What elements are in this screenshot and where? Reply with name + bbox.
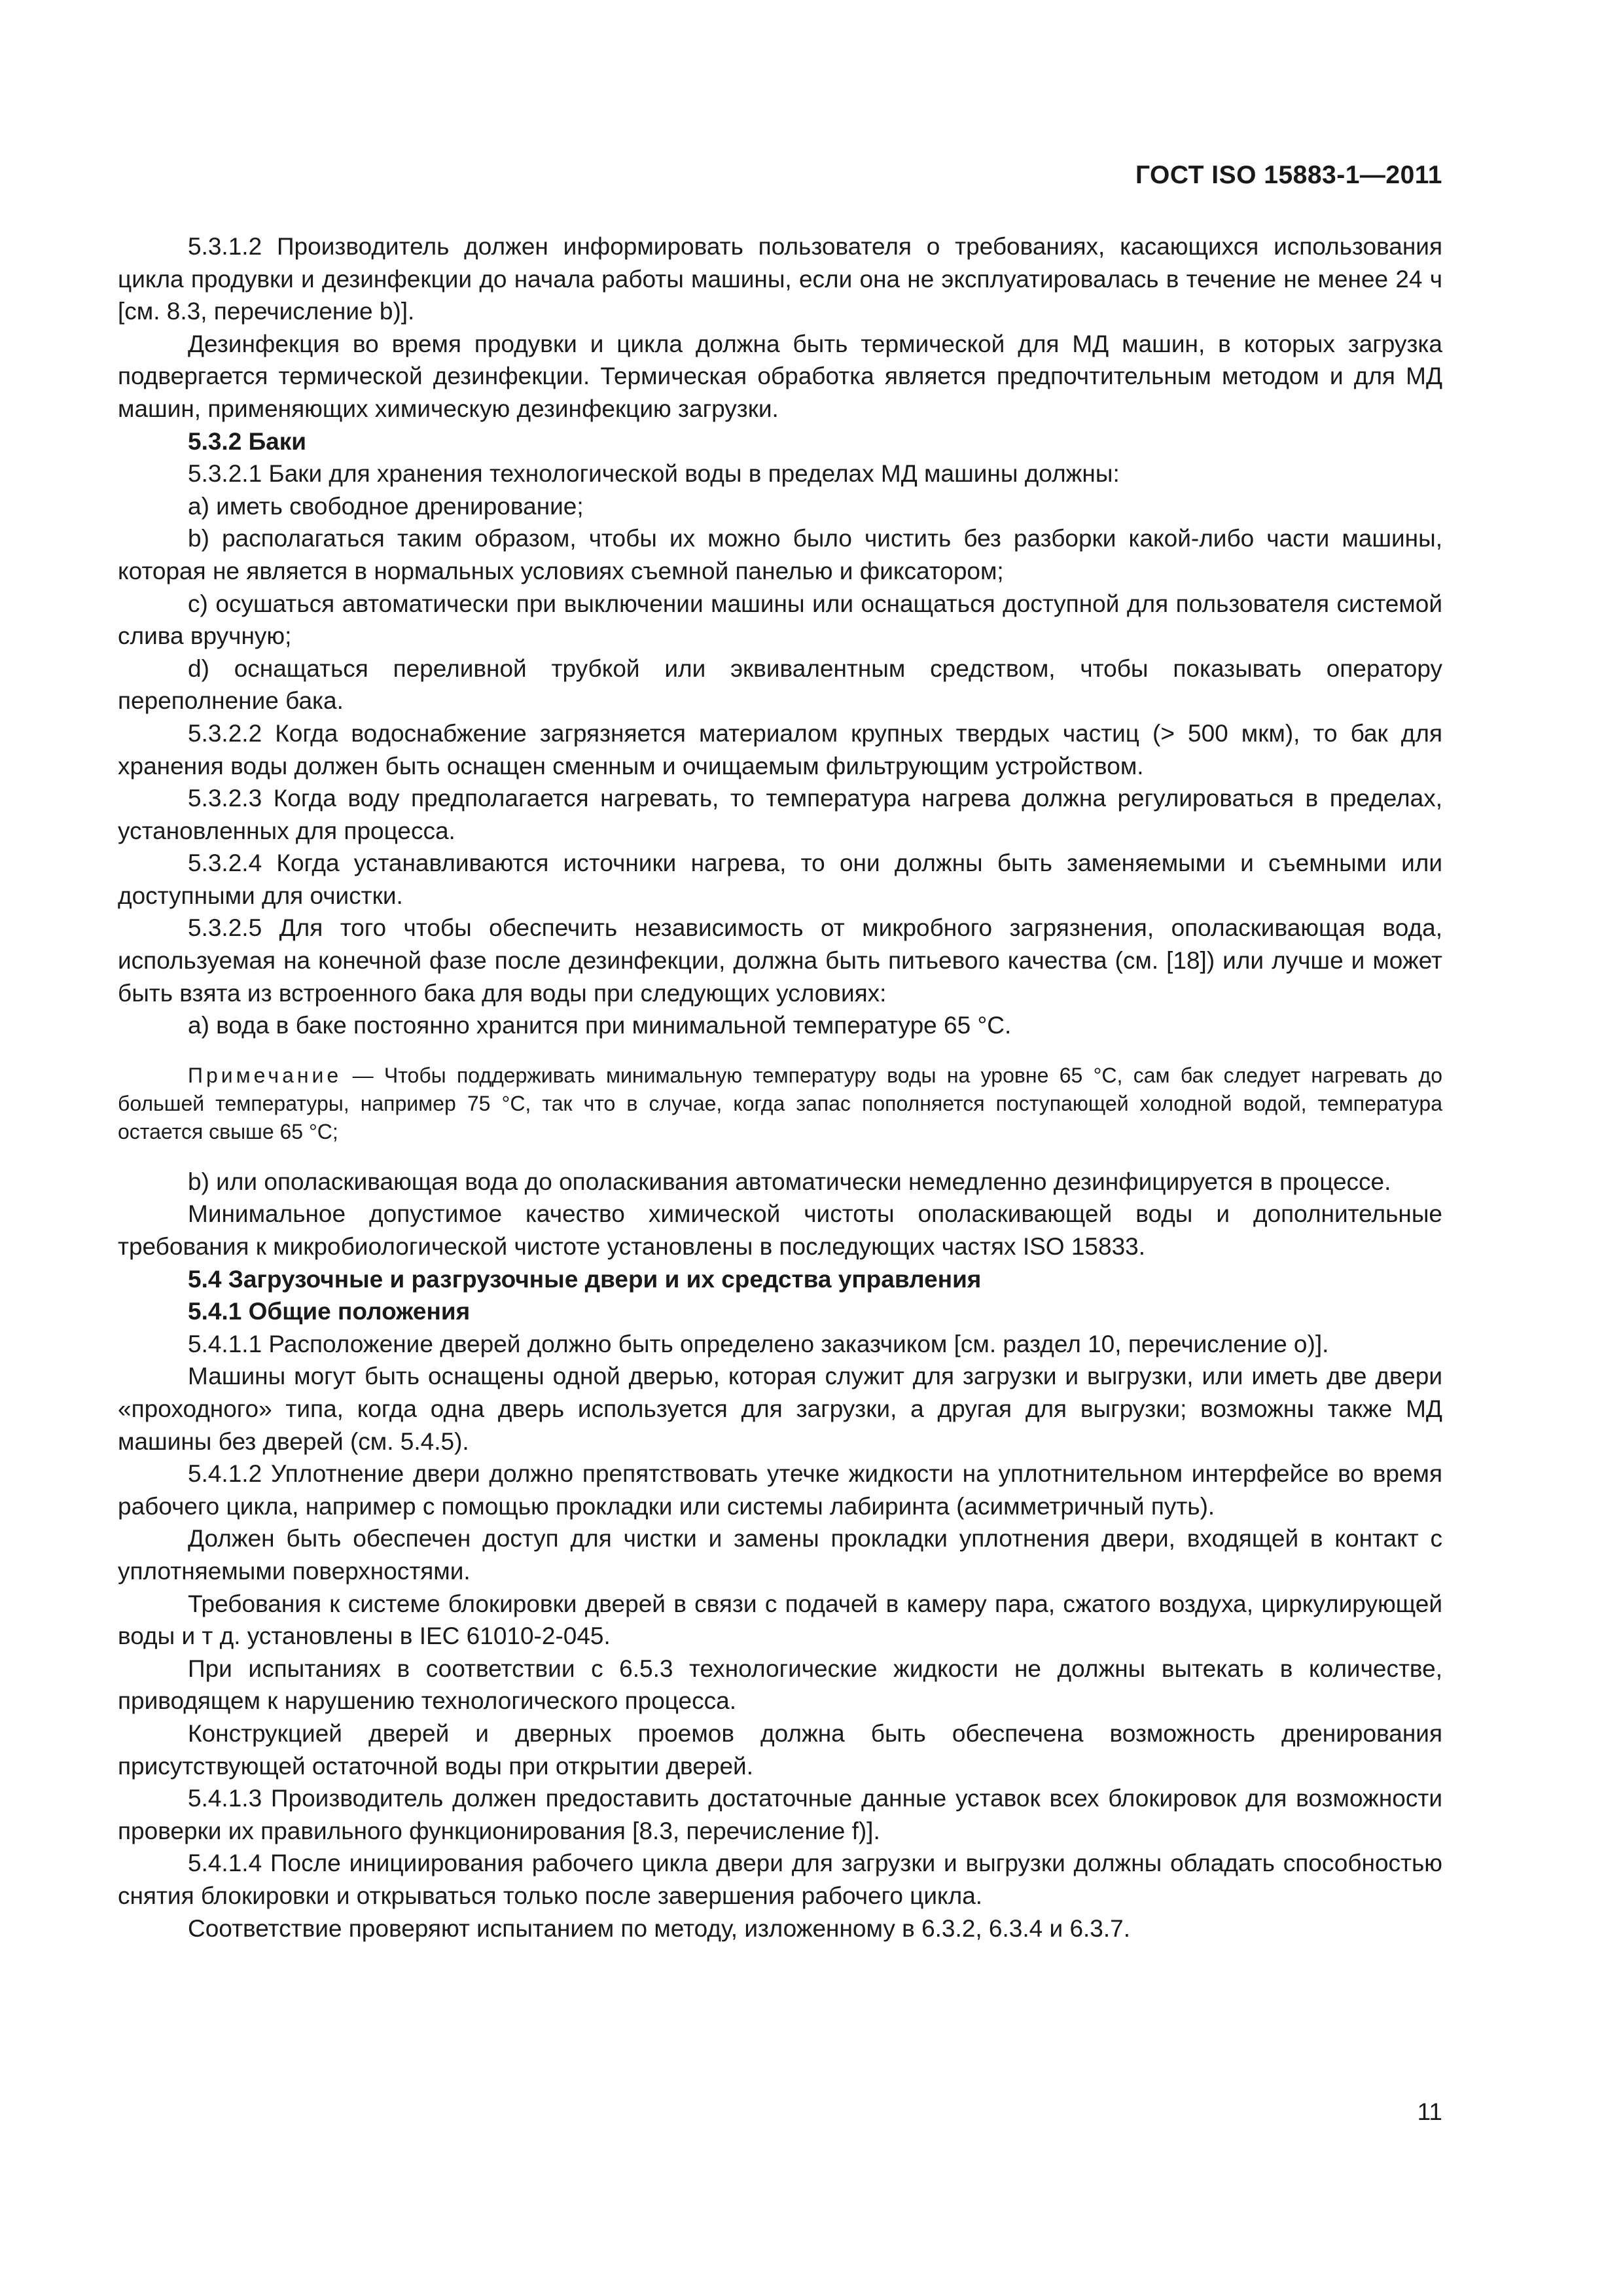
- paragraph-5-4-1-3: 5.4.1.3 Производитель должен предоставить достаточные данные уставок всех блокировок для возможности проверки их правильного функционирования [8.3, перечисление f)].: [118, 1785, 1442, 1844]
- document-body: [118, 230, 1442, 1945]
- paragraph-5-4-1-1: 5.4.1.1 Расположение дверей должно быть определено заказчиком [см. раздел 10, перечисление о)].: [188, 1330, 1329, 1357]
- paragraph-compliance: Соответствие проверяют испытанием по методу, изложенному в 6.3.2, 6.3.4 и 6.3.7.: [188, 1914, 1131, 1942]
- list-item-c: c) осушаться автоматически при выключении машины или оснащаться доступной для пользователя системой слива вручную;: [118, 590, 1442, 650]
- paragraph-interlock-requirements: Требования к системе блокировки дверей в связи с подачей в камеру пара, сжатого воздуха, циркулирующей воды и т д. установлены в IEC 61010-2-045.: [118, 1590, 1442, 1650]
- note-prefix: Примечание: [188, 1063, 342, 1087]
- document-code-header: ГОСТ ISO 15883-1—2011: [1135, 161, 1442, 189]
- paragraph-5-4-1-2: 5.4.1.2 Уплотнение двери должно препятствовать утечке жидкости на уплотнительном интерфейсе во время рабочего цикла, например с помощью прокладки или системы лабиринта (асимметричный путь).: [118, 1460, 1442, 1520]
- paragraph-rinse-water-quality: Минимальное допустимое качество химической чистоты ополаскивающей воды и дополнительные требования к микробиологической чистоте установлены в последующих частях ISO 15833.: [118, 1200, 1442, 1261]
- paragraph-drainage: Конструкцией дверей и дверных проемов должна быть обеспечена возможность дренирования присутствующей остаточной воды при открытии дверей.: [118, 1719, 1442, 1780]
- paragraph-5-3-2-2: 5.3.2.2 Когда водоснабжение загрязняется материалом крупных твердых частиц (> 500 мкм), то бак для хранения воды должен быть оснащен сменным и очищаемым фильтрующим устройством.: [118, 719, 1442, 780]
- paragraph-5-3-1-2: 5.3.1.2 Производитель должен информировать пользователя о требованиях, касающихся использования цикла продувки и дезинфекции до начала работы машины, если она не эксплуатировалась в течение не менее 24 ч [см. 8.3, перечисление b)].: [118, 233, 1442, 325]
- list-item-b: b) располагаться таким образом, чтобы их можно было чистить без разборки какой-либо части машины, которая не является в нормальных условиях съемной панелью и фиксатором;: [118, 525, 1442, 584]
- paragraph-thermal-disinfection: Дезинфекция во время продувки и цикла должна быть термической для МД машин, в которых загрузка подвергается термической дезинфекции. Термическая обработка является предпочтительным методом и для МД машин, применяющих химическую дезинфекцию загрузки.: [118, 330, 1442, 422]
- section-heading-5-4-1: 5.4.1 Общие положения: [188, 1298, 471, 1325]
- section-heading-5-3-2: 5.3.2 Баки: [188, 427, 307, 455]
- list-item-d: d) оснащаться переливной трубкой или эквивалентным средством, чтобы показывать оператору переполнение бака.: [118, 655, 1442, 715]
- page-number: 11: [1417, 2098, 1442, 2125]
- paragraph-5-4-1-4: 5.4.1.4 После инициирования рабочего цикла двери для загрузки и выгрузки должны обладать способностью снятия блокировки и открываться только после завершения рабочего цикла.: [118, 1850, 1442, 1909]
- paragraph-5-3-2-5: 5.3.2.5 Для того чтобы обеспечить независимость от микробного загрязнения, ополаскивающая вода, используемая на конечной фазе после дезинфекции, должна быть питьевого качества (см. [18]) или лучше и может быть взята из встроенного бака для воды при следующих условиях:: [118, 914, 1442, 1007]
- paragraph-gasket-access: Должен быть обеспечен доступ для чистки и замены прокладки уплотнения двери, входящей в контакт с уплотняемыми поверхностями.: [118, 1525, 1442, 1585]
- paragraph-5-3-2-4: 5.3.2.4 Когда устанавливаются источники нагрева, то они должны быть заменяемыми и съемными или доступными для очистки.: [118, 850, 1442, 909]
- paragraph-5-3-2-1: 5.3.2.1 Баки для хранения технологической воды в пределах МД машины должны:: [188, 460, 1120, 488]
- section-heading-5-4: 5.4 Загрузочные и разгрузочные двери и их средства управления: [188, 1265, 982, 1293]
- list-item-a: a) иметь свободное дренирование;: [188, 492, 584, 520]
- note-paragraph: [118, 1062, 1442, 1146]
- note-text: — Чтобы поддерживать минимальную температуру воды на уровне 65 °С, сам бак следует нагревать до большей температуры, например 75 °С, так что в случае, когда запас пополняется поступающей холодной водой, температура остается свыше 65 °С;: [118, 1063, 1443, 1143]
- list-item-b-water: b) или ополаскивающая вода до ополаскивания автоматически немедленно дезинфицируется в процессе.: [188, 1168, 1391, 1195]
- paragraph-leak-testing: При испытаниях в соответствии с 6.5.3 технологические жидкости не должны вытекать в количестве, приводящем к нарушению технологического процесса.: [118, 1655, 1442, 1715]
- paragraph-5-3-2-3: 5.3.2.3 Когда воду предполагается нагревать, то температура нагрева должна регулироваться в пределах, установленных для процесса.: [118, 785, 1442, 844]
- paragraph-door-types: Машины могут быть оснащены одной дверью, которая служит для загрузки и выгрузки, или иметь две двери «проходного» типа, когда одна дверь используется для загрузки, а другая для выгрузки; возможны также МД машины без дверей (см. 5.4.5).: [118, 1363, 1442, 1455]
- list-item-a-water: a) вода в баке постоянно хранится при минимальной температуре 65 °С.: [188, 1012, 1012, 1039]
